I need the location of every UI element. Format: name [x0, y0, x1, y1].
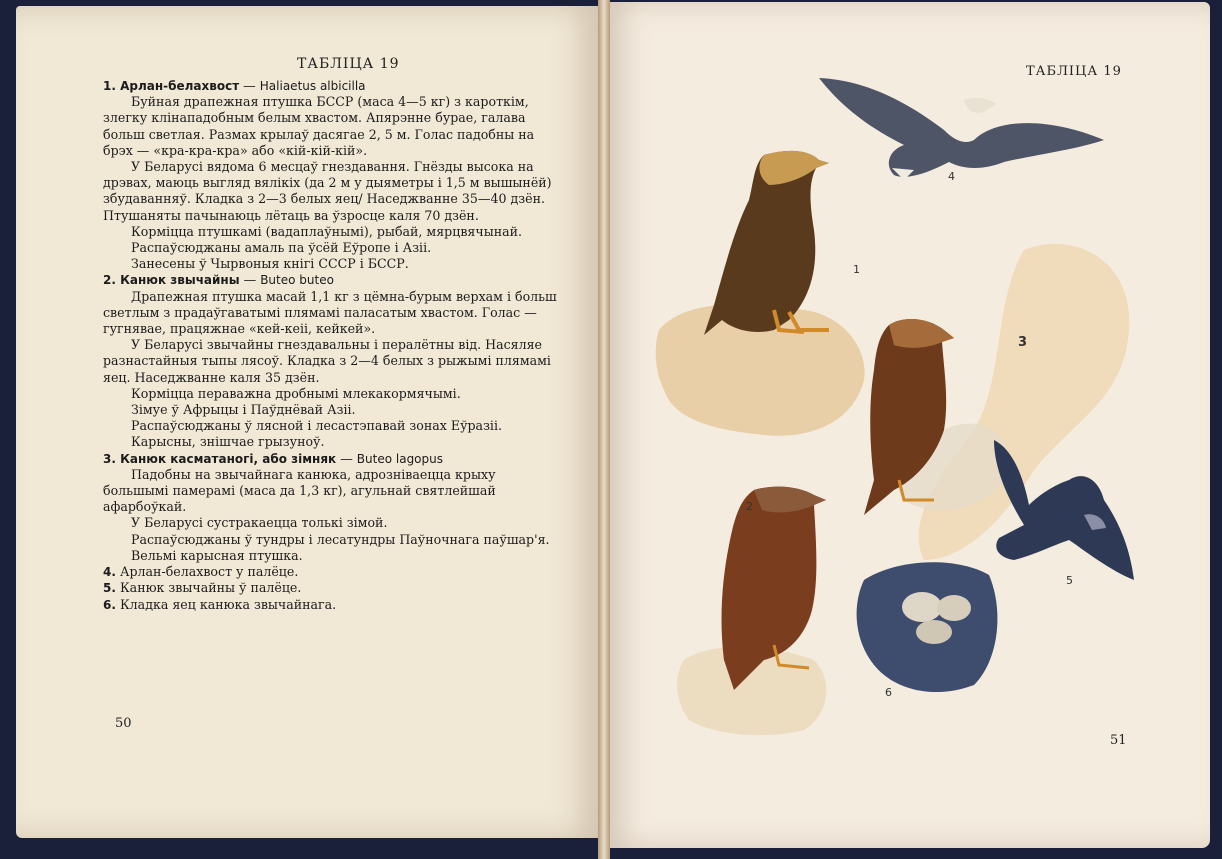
species1-heading: 1. Арлан-белахвост — Haliaetus albicilla [103, 78, 366, 93]
species3-heading: 3. Канюк касматаногі, або зімняк — Buteo lagopus [103, 450, 443, 466]
paragraph: У Беларусі вядома 6 месцаў гнездавання. Гнёзды высока на дрэвах, маюць выгляд вялікіх (да 2 м у дыяметры і 1,5 м вышынёй) збудаванняў. Кладка з 2—3 белых яец/ Наседжванне 35—40 дзён. Птушаняты пачынаюць лётаць ва ўзросце каля 70 дзён. [103, 159, 552, 223]
paragraph: У Беларусі звычайны гнездавальны і пералётны від. Насяляе разнастайныя тыпы лясоў. Кладка з 2—4 белых з рыжымі плямамі яец. Наседжванне каля 35 дзён. [103, 337, 551, 385]
egg [937, 595, 971, 621]
paragraph: Драпежная птушка масай 1,1 кг з цёмна-бурым верхам і больш светлым з прадаўгаватымі плямамі паласатым хвастом. Голас — гугнявае, працяжнае «кей-кеіі, кейкей». [103, 288, 557, 337]
paragraph: Корміцца птушкамі (вадаплаўнымі), рыбай, мярцвячынай. [131, 223, 523, 239]
caption-line [103, 597, 565, 613]
eagle-body [819, 78, 1104, 177]
species2-title: 2. Канюк звычайны [103, 273, 240, 288]
figure-number-2: 2 [746, 500, 753, 513]
paragraph: Корміцца пераважна дробнымі млекакормячымі. [131, 385, 461, 401]
eagle-head [964, 98, 996, 113]
bird-plate-illustration [604, 0, 1210, 846]
right-page-header: ТАБЛІЦА 19 [1026, 64, 1122, 79]
paragraph: Буйная драпежная птушка БССР (маса 4—5 кг) з кароткім, злегку клінападобным белым хвастом. Апярэнне бурае, галава больш светлая. Размах крылаў дасягае 2, 5 м. Голас падобны на брэх — «кра-кра-кра» або «кій-кій-кій». [103, 94, 535, 158]
figure-number-1: 1 [853, 263, 860, 276]
species2-latin: Buteo buteo [260, 273, 334, 288]
perched-eagle-icon [704, 151, 829, 335]
left-page-header: ТАБЛІЦА 19 [297, 56, 400, 72]
species2-heading: 2. Канюк звычайны — Buteo buteo [103, 272, 334, 288]
species3-latin: Buteo lagopus [356, 451, 443, 466]
paragraph: Занесены ў Чырвоныя кнігі СССР і БССР. [131, 256, 409, 272]
eagle-head [759, 151, 829, 185]
paragraph: У Беларусі сустракаецца толькі зімой. [131, 515, 388, 531]
caption-text: Канюк звычайны ў палёце. [119, 580, 302, 596]
figure-number-3: 3 [1018, 335, 1028, 350]
caption-line [103, 580, 565, 596]
buzzard-head [754, 487, 826, 513]
species1-latin: Haliaetus albicilla [259, 79, 366, 93]
paragraph: Распаўсюджаны амаль па ўсёй Еўропе і Азіі. [131, 240, 432, 256]
egg [916, 620, 952, 644]
paragraph: Распаўсюджаны ў лясной і лесастэпавай зонах Еўразіі. [131, 418, 502, 434]
figure-number-6: 6 [885, 686, 892, 699]
nest-with-eggs-icon [857, 562, 998, 692]
figure-number-5: 5 [1066, 574, 1073, 587]
species3-title: 3. Канюк касматаногі, або зімняк [103, 451, 337, 466]
flying-eagle-icon [819, 78, 1104, 180]
paragraph: Карысны, знішчае грызуноў. [131, 434, 325, 450]
left-page-text [103, 78, 565, 613]
egg [902, 592, 942, 622]
caption-number: 6. [103, 597, 116, 612]
paragraph: Распаўсюджаны ў тундры і лесатундры Паўночнага паўшар'я. [131, 531, 550, 547]
caption-number: 5. [103, 581, 116, 596]
figure-number-4: 4 [948, 170, 955, 183]
paragraph: Зімуе ў Афрыцы і Паўднёвай Азіі. [131, 402, 356, 418]
caption-line [103, 564, 565, 580]
caption-number: 4. [103, 565, 116, 580]
right-page-number: 51 [1110, 733, 1127, 748]
paragraph: Падобны на звычайнага канюка, адрозніваецца крыху большымі памерамі (маса да 1,3 кг), агульнай святлейшай афарбоўкай. [103, 466, 496, 515]
caption-text: Кладка яец канюка звычайнага. [119, 596, 337, 612]
species1-title: 1. Арлан-белахвост [103, 79, 240, 93]
buzzard-head [889, 319, 954, 348]
paragraph: Вельмі карысная птушка. [131, 547, 303, 563]
left-page-number: 50 [115, 716, 132, 731]
caption-text: Арлан-белахвост у палёце. [119, 564, 299, 580]
